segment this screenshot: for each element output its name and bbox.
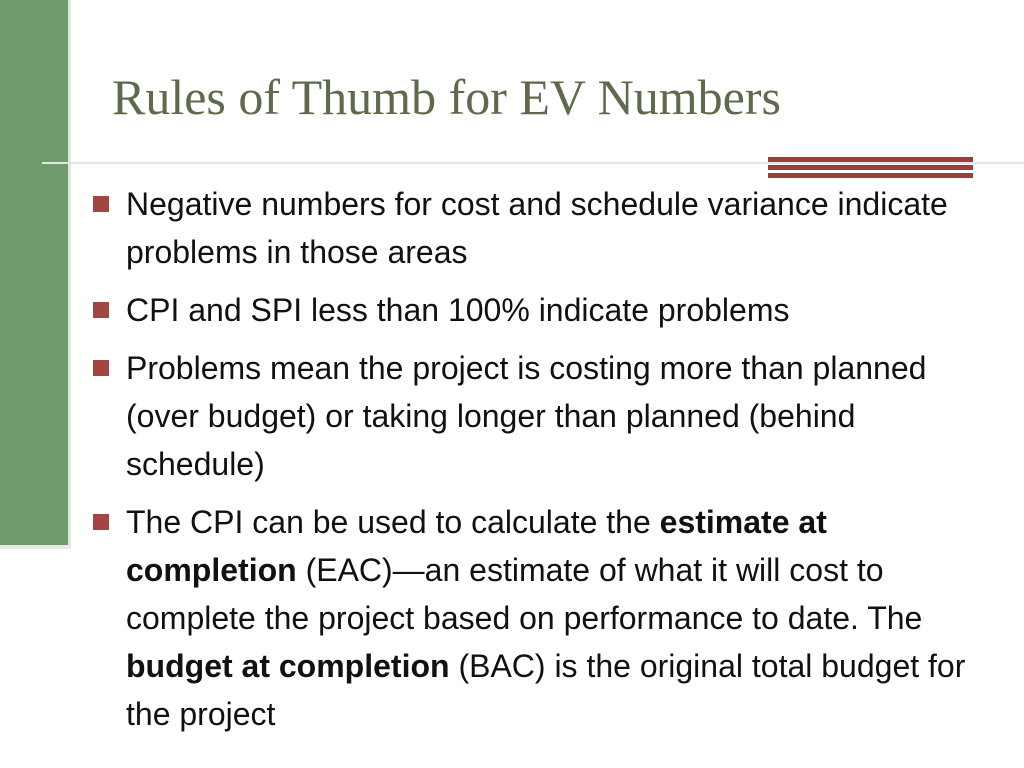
bullet-text-run: CPI and SPI less than 100% indicate problems [126, 292, 790, 328]
slide-title: Rules of Thumb for EV Numbers [112, 69, 781, 125]
square-bullet-icon [93, 196, 109, 212]
title-divider [42, 162, 1024, 164]
bullet-item [88, 498, 998, 738]
bullet-item [88, 286, 998, 334]
side-band-edge [68, 0, 71, 545]
accent-stripe-middle [768, 165, 973, 170]
accent-stripe-top [768, 157, 973, 162]
bullet-text [126, 350, 926, 482]
bullet-list [88, 180, 998, 738]
bullet-text [126, 186, 948, 270]
bullet-item [88, 344, 998, 488]
slide-content [88, 180, 998, 748]
bullet-text [126, 504, 965, 732]
bullet-item [88, 180, 998, 276]
bullet-text-run: The CPI can be used to calculate the [126, 504, 660, 540]
bullet-text-run: Problems mean the project is costing more than planned (over budget) or taking longer than planned (behind schedule) [126, 350, 927, 482]
square-bullet-icon [93, 360, 109, 376]
square-bullet-icon [93, 514, 109, 530]
square-bullet-icon [93, 302, 109, 318]
accent-stripe-bottom [768, 173, 973, 178]
side-accent-band [0, 0, 68, 545]
bullet-text-run: Negative numbers for cost and schedule variance indicate problems in those areas [126, 186, 948, 270]
bullet-text [126, 292, 789, 328]
bullet-text-run: (EAC)—an estimate of what it will cost to complete the project based on performance to date. The [126, 552, 923, 636]
bullet-emphasis: budget at completion [126, 648, 450, 684]
bullet-emphasis: estimate at completion [126, 504, 827, 588]
side-band-shadow [0, 545, 71, 549]
bullet-text-run: (BAC) is the original total budget for the project [126, 648, 966, 732]
